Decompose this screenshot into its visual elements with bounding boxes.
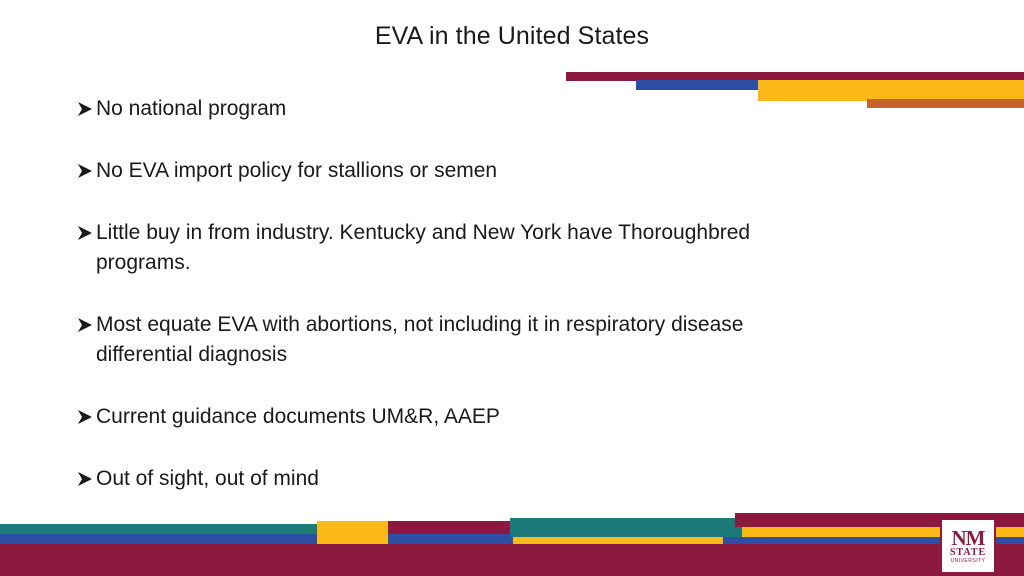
- arrowhead-bullet-icon: [74, 471, 96, 487]
- logo-state-text: STATE: [949, 546, 987, 558]
- logo-university-text: UNIVERSITY: [950, 557, 986, 564]
- bullet-text: Out of sight, out of mind: [96, 467, 319, 490]
- decor-bar-blue: [636, 80, 758, 90]
- bullet-text: No EVA import policy for stallions or semen: [96, 159, 498, 182]
- nmsu-logo: [940, 518, 996, 574]
- decor-bar-maroon: [388, 521, 510, 534]
- decor-bar-blue: [388, 534, 513, 544]
- slide-title: EVA in the United States: [374, 22, 650, 50]
- arrowhead-bullet-icon: [74, 409, 96, 425]
- bullet-item: [74, 156, 497, 186]
- bullet-item: [74, 94, 286, 124]
- decor-bar-teal: [510, 518, 742, 537]
- bullet-item: [74, 310, 743, 370]
- arrowhead-bullet-icon: [74, 317, 96, 333]
- arrowhead-bullet-icon: [74, 163, 96, 179]
- bullet-text: Little buy in from industry. Kentucky and New York have Thoroughbred programs.: [96, 221, 751, 274]
- arrowhead-bullet-icon: [74, 225, 96, 241]
- bullet-item: [74, 464, 319, 494]
- decor-bar-orange: [867, 99, 1024, 108]
- decor-bar-maroon-base: [0, 544, 1024, 576]
- bullet-text: Current guidance documents UM&R, AAEP: [96, 405, 500, 428]
- arrowhead-bullet-icon: [74, 101, 96, 117]
- bullet-text: No national program: [96, 97, 287, 120]
- bullet-text: Most equate EVA with abortions, not including it in respiratory disease differential diagnosis: [96, 313, 744, 366]
- bullet-item: [74, 402, 500, 432]
- decor-bar-gold: [317, 521, 388, 545]
- logo-nm-text: NM: [951, 525, 985, 550]
- decor-bar-gold: [758, 80, 1024, 101]
- bullet-item: [74, 218, 750, 278]
- decor-bar-blue: [0, 534, 317, 544]
